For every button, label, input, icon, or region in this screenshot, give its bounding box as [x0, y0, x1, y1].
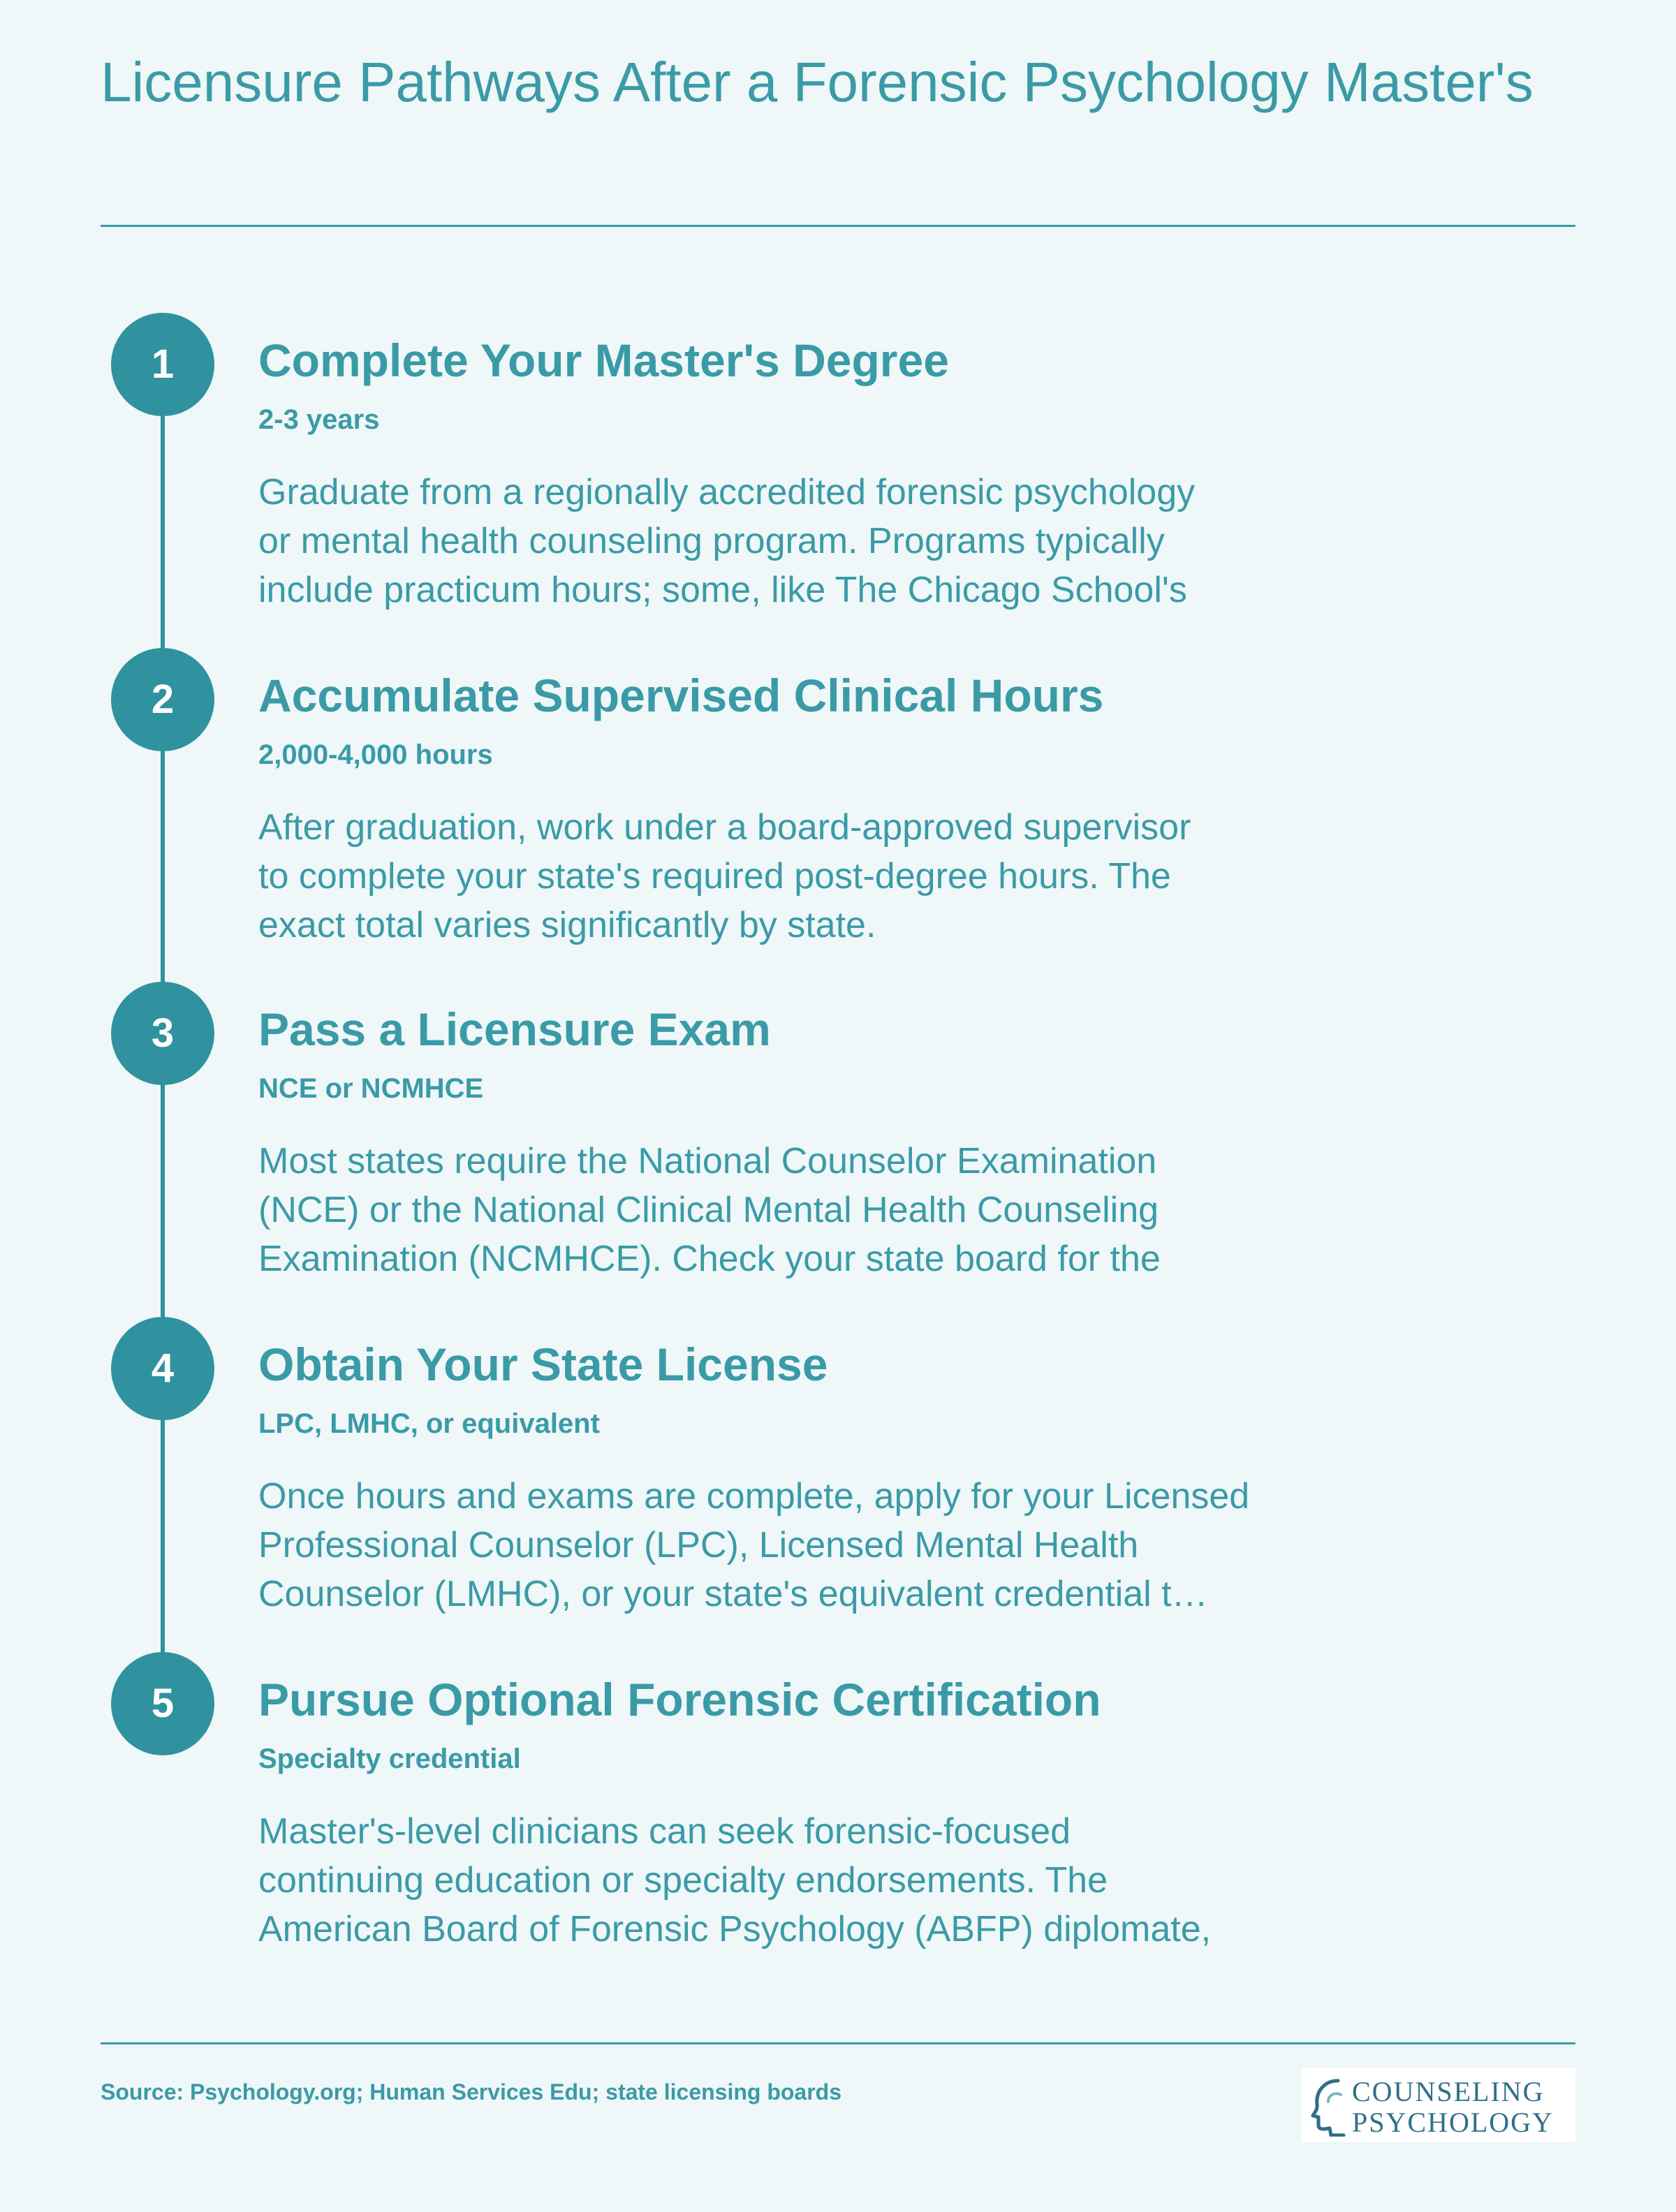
step-title: Accumulate Supervised Clinical Hours [258, 670, 1104, 721]
bottom-divider [101, 2042, 1575, 2044]
step-title: Complete Your Master's Degree [258, 334, 949, 386]
step-number-badge: 1 [111, 313, 214, 416]
step-number-badge: 4 [111, 1317, 214, 1420]
counseling-psychology-logo [1302, 2068, 1575, 2142]
step-description: Graduate from a regionally accredited forensic psychology or mental health counseling program. Programs typically include practicum hours; some, like The Chicago School's [258, 472, 1196, 610]
top-divider [101, 225, 1575, 227]
step-description: Master's-level clinicians can seek forensic-focused continuing education or specialty endorsements. The American Board of Forensic Psychology (ABFP) diplomate, [258, 1811, 1212, 1949]
step-number-badge: 2 [111, 648, 214, 751]
step-title: Obtain Your State License [258, 1339, 828, 1390]
step-subtitle: Specialty credential [258, 1743, 521, 1774]
step-number-badge: 3 [111, 982, 214, 1085]
logo-text-line1: COUNSELING [1352, 2076, 1545, 2107]
step-subtitle: 2-3 years [258, 404, 380, 435]
step-title: Pass a Licensure Exam [258, 1003, 771, 1055]
step-subtitle: LPC, LMHC, or equivalent [258, 1408, 600, 1439]
step-description: After graduation, work under a board-approved supervisor to complete your state's required post-degree hours. The exact total varies significantly by state. [258, 807, 1191, 945]
step-subtitle: NCE or NCMHCE [258, 1073, 484, 1104]
logo-text-line2: PSYCHOLOGY [1352, 2107, 1554, 2138]
page-title: Licensure Pathways After a Forensic Psychology Master's [101, 51, 1534, 113]
step-title: Pursue Optional Forensic Certification [258, 1674, 1101, 1725]
source-note: Source: Psychology.org; Human Services Edu; state licensing boards [101, 2079, 842, 2104]
step-description: Once hours and exams are complete, apply for your Licensed Professional Counselor (LPC), Licensed Mental Health Counselor (LMHC), or your state's equivalent credential t… [258, 1476, 1250, 1614]
step-number-badge: 5 [111, 1652, 214, 1755]
step-subtitle: 2,000-4,000 hours [258, 739, 493, 770]
step-description: Most states require the National Counselor Examination (NCE) or the National Clinical Mental Health Counseling Examination (NCMHCE). Check your state board for the [258, 1141, 1161, 1279]
